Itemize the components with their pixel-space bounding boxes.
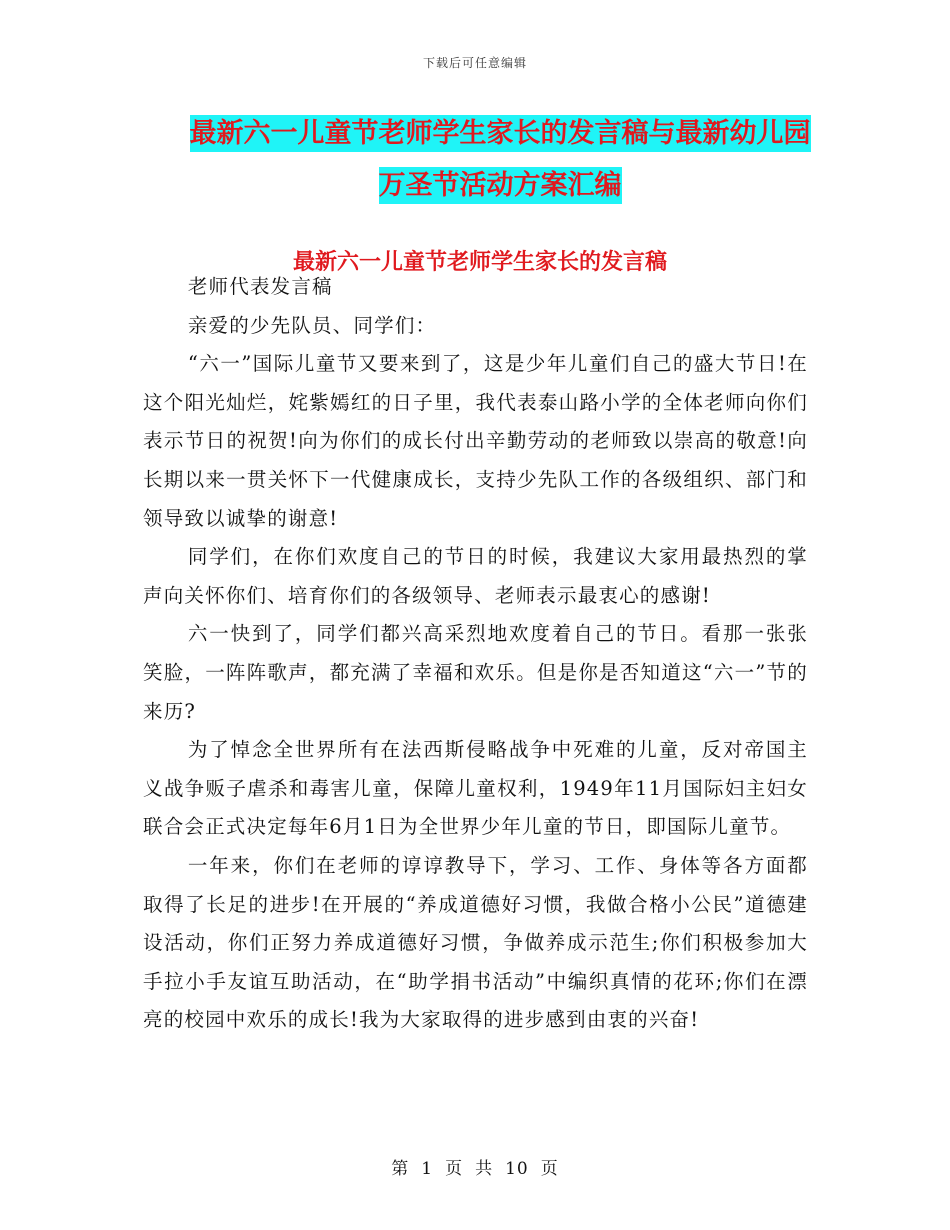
footer-total-pages: 10 bbox=[505, 1159, 529, 1179]
body-text bbox=[143, 268, 808, 1040]
paragraph: 为了悼念全世界所有在法西斯侵略战争中死难的儿童，反对帝国主义战争贩子虐杀和毒害儿童，保障儿童权利，1949年11月国际妇主妇女联合会正式决定每年6月1日为全世界少年儿童的节日，即国际儿童节。 bbox=[143, 738, 808, 839]
footer-page-word: 页 bbox=[445, 1159, 464, 1179]
paragraph-greeting: 亲爱的少先队员、同学们： bbox=[187, 313, 437, 337]
paragraph: “六一”国际儿童节又要来到了，这是少年儿童们自己的盛大节日!在这个阳光灿烂，姹紫嫣红的日子里，我代表泰山路小学的全体老师向你们表示节日的祝贺!向为你们的成长付出辛勤劳动的老师致以崇高的敬意!向长期以来一贯关怀下一代健康成长，支持少先队工作的各级组织、部门和领导致以诚挚的谢意! bbox=[143, 352, 808, 530]
paragraph: 同学们，在你们欢度自己的节日的时候，我建议大家用最热烈的掌声向关怀你们、培育你们的各级领导、老师表示最衷心的感谢! bbox=[143, 545, 808, 607]
header-note: 下载后可任意编辑 bbox=[422, 56, 527, 70]
section-title: 最新六一儿童节老师学生家长的发言稿 bbox=[292, 249, 667, 275]
document-title-line-2: 万圣节活动方案汇编 bbox=[379, 167, 622, 204]
page-footer bbox=[0, 1154, 950, 1179]
footer-prefix: 第 bbox=[391, 1159, 410, 1179]
paragraph-speaker: 老师代表发言稿 bbox=[187, 275, 333, 298]
footer-suffix: 页 bbox=[540, 1159, 559, 1179]
footer-current-page: 1 bbox=[421, 1159, 434, 1179]
document-title bbox=[150, 108, 850, 212]
document-title-line-1: 最新六一儿童节老师学生家长的发言稿与最新幼儿园 bbox=[190, 115, 811, 152]
footer-total-word: 共 bbox=[475, 1159, 494, 1179]
paragraph: 一年来，你们在老师的谆谆教导下，学习、工作、身体等各方面都取得了长足的进步!在开展的“养成道德好习惯，我做合格小公民”道德建设活动，你们正努力养成道德好习惯，争做养成示范生;你们积极参加大手拉小手友谊互助活动，在“助学捐书活动”中编织真情的花环;你们在漂亮的校园中欢乐的成长!我为大家取得的进步感到由衷的兴奋! bbox=[143, 853, 808, 1032]
paragraph: 六一快到了，同学们都兴高采烈地欢度着自己的节日。看那一张张笑脸，一阵阵歌声，都充满了幸福和欢乐。但是你是否知道这“六一”节的来历? bbox=[143, 622, 808, 723]
